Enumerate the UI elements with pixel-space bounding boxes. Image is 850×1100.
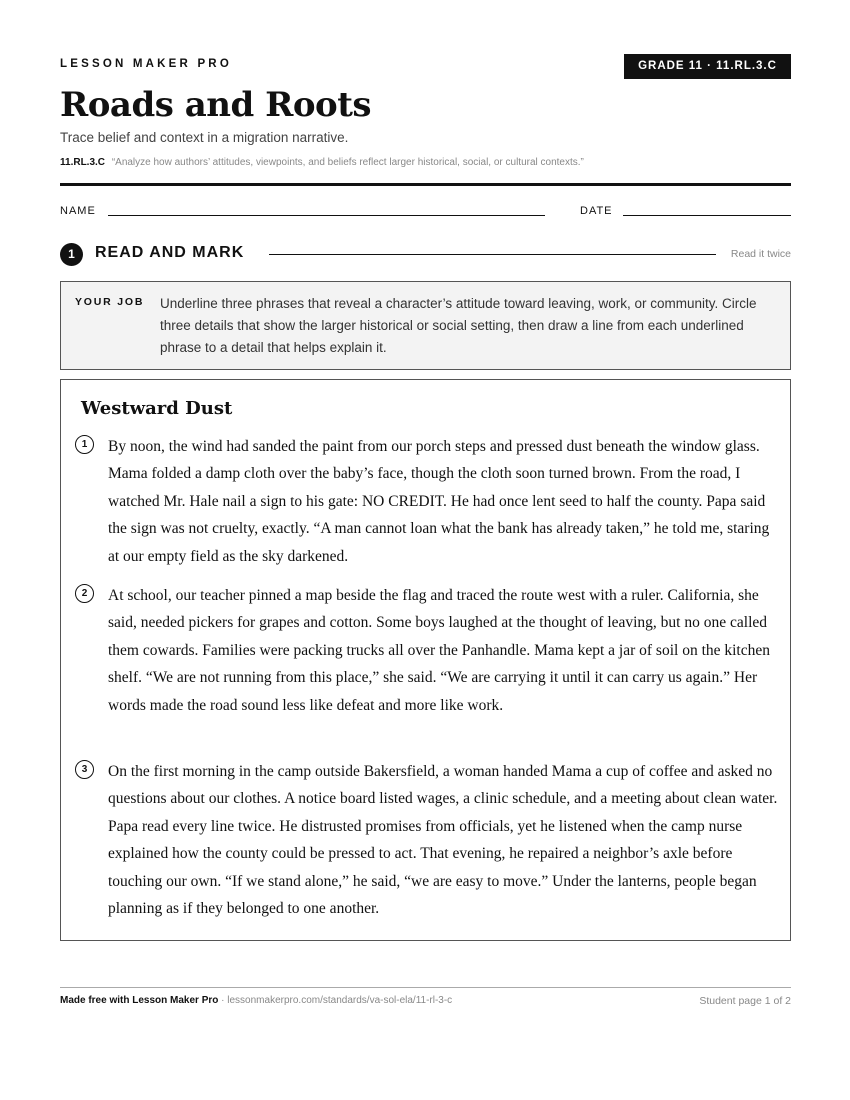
name-label: NAME [60, 205, 96, 217]
date-label: DATE [580, 205, 613, 217]
paragraph-number: 3 [75, 760, 94, 779]
instructions-box [60, 281, 791, 370]
instructions-text: Underline three phrases that reveal a character’s attitude toward leaving, work, or community. Circle three details that show the larger historical or social setting, then draw a line from each underlined phrase to a detail that helps explain it. [160, 296, 757, 355]
standard-statement [60, 157, 584, 168]
page-title: Roads and Roots [60, 85, 372, 125]
standard-text: “Analyze how authors’ attitudes, viewpoints, and beliefs reflect larger historical, social, or cultural contexts.” [111, 157, 584, 168]
name-field[interactable] [108, 215, 545, 216]
passage-title: Westward Dust [81, 398, 233, 419]
footer-made-with: Made free with Lesson Maker Pro [60, 995, 219, 1006]
instructions-label: YOUR JOB [75, 296, 145, 308]
footer-link[interactable]: · lessonmakerpro.com/standards/va-sol-ela/11-rl-3-c [218, 995, 453, 1006]
page-indicator: Student page 1 of 2 [699, 995, 791, 1007]
worksheet-page [60, 0, 791, 1100]
footer-credit [60, 995, 452, 1006]
brand-name: LESSON MAKER PRO [60, 58, 232, 70]
standard-code: 11.RL.3.C [60, 157, 106, 168]
passage-paragraph: At school, our teacher pinned a map beside the flag and traced the route west with a ruler. California, she said, needed pickers for grapes and cotton. Some boys laughed at the thought of leaving, but no one called them cowards. Families were packing trucks all over the Panhandle. Mama kept a jar of soil on the kitchen shelf. “We are not running from this place,” she said. “We are carrying it until it can carry us again.” Her words made the road sound less like defeat and more like work. [108, 587, 770, 714]
passage-paragraph: On the first morning in the camp outside Bakersfield, a woman handed Mama a cup of coffee and asked no questions about our clothes. A notice board listed wages, a clinic schedule, and a meeting about clean water. Papa read every line twice. He distrusted promises from officials, yet he listened when the camp nurse explained how the county could be pressed to act. That evening, he repaired a neighbor’s axle before touching our own. “If we stand alone,” he said, “we are easy to move.” Under the lanterns, people began planning as if they belonged to one another. [108, 763, 778, 918]
paragraph-number: 2 [75, 584, 94, 603]
page-subtitle: Trace belief and context in a migration narrative. [60, 130, 349, 145]
section-note: Read it twice [730, 248, 791, 260]
section-number-badge: 1 [60, 243, 83, 266]
section-divider [269, 254, 716, 255]
passage-paragraph: By noon, the wind had sanded the paint from our porch steps and pressed dust beneath the window glass. Mama folded a damp cloth over the baby’s face, though the cloth soon turned brown. From the road, I watched Mr. Hale nail a sign to his gate: NO CREDIT. He had once lent seed to half the county. Papa said the sign was not cruelty, exactly. “A man cannot loan what the bank has already taken,” he told me, staring at our empty field as the sky darkened. [108, 438, 770, 565]
paragraph-number: 1 [75, 435, 94, 454]
section-title: READ AND MARK [95, 244, 245, 261]
grade-standard-badge: GRADE 11 · 11.RL.3.C [624, 54, 791, 79]
header-divider [60, 183, 791, 186]
date-field[interactable] [623, 215, 791, 216]
footer-divider [60, 987, 791, 988]
passage-box [60, 379, 791, 941]
